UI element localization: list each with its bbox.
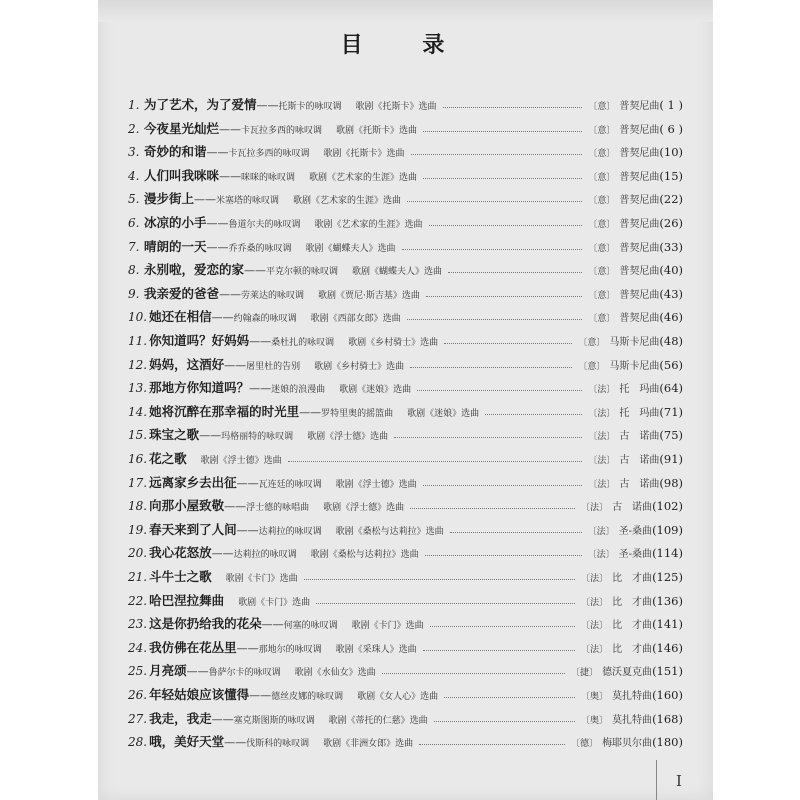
opera-source: 歌剧《乡村骑士》选曲 — [314, 361, 405, 372]
composer-name: 普契尼曲 — [619, 101, 660, 112]
toc-entry[interactable] — [128, 614, 683, 634]
page-ref: (160) — [652, 688, 683, 702]
song-title: 妈妈，这酒好 — [149, 356, 225, 372]
aria-description: 达莉拉的咏叹调 — [233, 550, 297, 561]
page-ref: (10) — [659, 145, 683, 160]
entry-number: 3. — [128, 145, 140, 160]
composer-name: 圣-桑曲 — [618, 549, 653, 561]
composer-name: 普契尼曲 — [619, 124, 660, 136]
toc-entry[interactable] — [128, 661, 683, 681]
composer-country: 〔德〕 — [571, 739, 599, 750]
title-dash: —— — [211, 712, 234, 726]
dot-leader — [444, 342, 572, 344]
song-title: 今夜星光灿烂 — [144, 120, 220, 136]
title-dash: —— — [194, 193, 217, 207]
song-title: 春天来到了人间 — [149, 521, 237, 537]
composer-country: 〔意〕 — [588, 172, 616, 183]
page-ref: (98) — [659, 475, 683, 490]
toc-entry[interactable] — [128, 378, 683, 398]
opera-source: 歌剧《艺术家的生涯》选曲 — [309, 172, 418, 183]
title-dash: —— — [236, 641, 259, 655]
page-ref: (75) — [659, 428, 683, 443]
dot-leader — [407, 318, 583, 320]
composer-country: 〔意〕 — [588, 314, 616, 325]
toc-entry[interactable] — [128, 449, 683, 469]
aria-description: 浮士德的咏唱曲 — [246, 503, 310, 514]
dot-leader — [382, 672, 565, 674]
composer-country: 〔法〕 — [581, 574, 609, 584]
opera-source: 歌剧《采珠人》选曲 — [335, 644, 417, 655]
margin-rule — [656, 760, 657, 800]
title-dash: —— — [211, 311, 234, 325]
toc-entry[interactable] — [128, 331, 683, 351]
composer-name: 圣-桑曲 — [618, 525, 653, 537]
composer-name: 莫扎特曲 — [612, 714, 653, 726]
song-title: 哦，美好天堂 — [149, 734, 225, 750]
toc-entry[interactable] — [128, 567, 683, 587]
title-dash: —— — [249, 335, 272, 348]
dot-leader — [423, 649, 575, 651]
composer-country: 〔奥〕 — [581, 715, 609, 726]
toc-entry[interactable] — [128, 95, 683, 115]
opera-source: 歌剧《艺术家的生涯》选曲 — [314, 220, 423, 230]
page-ref: (15) — [659, 168, 683, 183]
toc-entry[interactable] — [128, 355, 683, 375]
opera-source: 歌剧《迷娘》选曲 — [407, 408, 480, 419]
opera-source: 歌剧《西部女郎》选曲 — [310, 314, 401, 325]
opera-source: 歌剧《非洲女郎》选曲 — [323, 739, 414, 750]
entry-number: 25. — [128, 664, 148, 679]
page-ref: (151) — [652, 664, 683, 679]
opera-source: 歌剧《蒂托的仁慈》选曲 — [328, 715, 428, 726]
opera-source: 歌剧《蝴蝶夫人》选曲 — [352, 267, 443, 278]
aria-description: 桑杜扎的咏叹调 — [271, 338, 335, 348]
opera-source: 歌剧《浮士德》选曲 — [323, 503, 405, 514]
entry-number: 11. — [128, 334, 148, 348]
entry-number: 22. — [128, 593, 148, 608]
composer-country: 〔意〕 — [578, 361, 606, 372]
aria-description: 塞克斯图斯的咏叹调 — [233, 715, 315, 726]
page-ref: (180) — [652, 735, 683, 750]
composer-country: 〔意〕 — [588, 220, 616, 230]
page-title: 目 录 — [340, 32, 471, 58]
song-title: 晴朗的一天 — [144, 238, 207, 254]
page-ref: (46) — [659, 310, 683, 325]
title-dash: —— — [249, 382, 272, 396]
opera-source: 歌剧《桑松与达莉拉》选曲 — [335, 526, 444, 537]
page-ref: (102) — [652, 499, 683, 514]
opera-source: 歌剧《浮士德》选曲 — [335, 479, 417, 490]
entry-number: 4. — [128, 168, 140, 183]
entry-number: 26. — [128, 688, 148, 702]
document-page — [98, 0, 713, 800]
song-title: 奇妙的和谐 — [144, 144, 207, 160]
opera-source: 歌剧《乡村骑士》选曲 — [348, 338, 439, 348]
song-title: 我心花怒放 — [149, 545, 212, 561]
entry-number: 9. — [128, 286, 140, 301]
dot-leader — [304, 578, 575, 580]
song-title: 冰凉的小手 — [144, 215, 207, 230]
opera-source: 歌剧《迷娘》选曲 — [339, 385, 412, 396]
page-ref: (48) — [659, 334, 683, 348]
entry-number: 19. — [128, 522, 148, 537]
composer-country: 〔法〕 — [588, 408, 616, 419]
entry-number: 10. — [128, 310, 148, 325]
composer-country: 〔意〕 — [588, 102, 616, 112]
dot-leader — [425, 554, 582, 556]
opera-source: 歌剧《艺术家的生涯》选曲 — [293, 196, 402, 207]
title-dash: —— — [244, 264, 267, 278]
song-title: 你知道吗？好妈妈 — [149, 333, 250, 348]
opera-source: 歌剧《女人心》选曲 — [357, 692, 439, 702]
toc-entry[interactable] — [128, 166, 683, 186]
dot-leader — [444, 696, 575, 698]
song-title: 那地方你知道吗？ — [149, 380, 250, 396]
toc-entry[interactable] — [128, 591, 683, 611]
dot-leader — [288, 460, 583, 462]
page-ref: (64) — [659, 381, 683, 396]
composer-name: 普契尼曲 — [619, 266, 660, 278]
song-title: 珠宝之歌 — [149, 427, 200, 443]
entry-number: 24. — [128, 640, 148, 655]
dot-leader — [394, 436, 582, 438]
composer-name: 托 玛曲 — [619, 384, 660, 396]
title-dash: —— — [236, 523, 259, 537]
title-dash: —— — [206, 146, 229, 160]
composer-name: 比 才曲 — [612, 643, 653, 655]
song-title: 我亲爱的爸爸 — [144, 285, 220, 301]
dot-leader — [450, 531, 582, 533]
composer-name: 普契尼曲 — [619, 242, 660, 254]
opera-source: 歌剧《蝴蝶夫人》选曲 — [305, 243, 396, 254]
dot-leader — [485, 413, 582, 415]
page-ref: (56) — [659, 357, 683, 372]
composer-country: 〔法〕 — [581, 503, 609, 514]
dot-leader — [426, 295, 582, 297]
dot-leader — [430, 625, 575, 627]
title-dash: —— — [256, 99, 279, 112]
dot-leader — [410, 366, 572, 368]
dot-leader — [429, 224, 583, 226]
page-ref: (33) — [659, 239, 683, 254]
song-title: 这是你扔给我的花朵 — [149, 616, 262, 632]
toc-entry[interactable] — [128, 307, 683, 327]
entry-number: 2. — [128, 121, 140, 136]
title-dash: —— — [236, 476, 259, 490]
composer-country: 〔法〕 — [588, 385, 616, 396]
composer-name: 古 诺曲 — [619, 478, 660, 490]
dot-leader — [402, 248, 583, 250]
composer-country: 〔法〕 — [588, 432, 616, 443]
aria-description: 乔乔桑的咏叹调 — [228, 243, 292, 254]
composer-country: 〔法〕 — [587, 526, 615, 537]
song-title: 向那小屋致敬 — [149, 498, 225, 514]
toc-entry[interactable] — [128, 142, 683, 162]
dot-leader — [417, 389, 582, 391]
dot-leader — [316, 602, 575, 604]
title-dash: —— — [206, 240, 229, 254]
aria-description: 罗特里奥的摇篮曲 — [321, 408, 394, 419]
title-dash: —— — [211, 547, 234, 561]
song-title: 月亮颂 — [149, 663, 187, 679]
dot-leader — [419, 743, 565, 745]
toc-entry[interactable] — [128, 119, 683, 139]
entry-number: 16. — [128, 452, 148, 466]
page-ref: (40) — [659, 263, 683, 278]
entry-number: 5. — [128, 192, 140, 207]
composer-country: 〔法〕 — [581, 644, 609, 655]
composer-country: 〔法〕 — [581, 621, 609, 632]
aria-description: 何塞的咏叹调 — [283, 621, 338, 632]
dot-leader — [434, 720, 575, 722]
aria-description: 鲁道尔夫的咏叹调 — [228, 220, 301, 230]
dot-leader — [423, 484, 583, 486]
title-dash: —— — [219, 287, 242, 301]
page-ref: (43) — [659, 286, 683, 301]
aria-description: 咪咪的咏叹调 — [241, 172, 296, 183]
toc-entry[interactable] — [128, 402, 683, 422]
title-dash: —— — [219, 122, 242, 136]
entry-number: 12. — [128, 357, 148, 372]
composer-country: 〔意〕 — [588, 149, 616, 160]
page-ref: ( 6 ) — [659, 121, 683, 136]
aria-description: 瓦连廷的咏叹调 — [258, 479, 322, 490]
page-ref: (125) — [652, 570, 683, 584]
composer-name: 比 才曲 — [612, 596, 653, 608]
dot-leader — [423, 130, 582, 132]
aria-description: 托斯卡的咏叹调 — [278, 102, 342, 112]
dot-leader — [411, 153, 583, 155]
composer-name: 马斯卡尼曲 — [609, 337, 660, 348]
page-ref: (114) — [652, 546, 683, 561]
song-title: 远离家乡去出征 — [149, 474, 237, 490]
title-dash: —— — [186, 665, 209, 679]
page-ref: (91) — [659, 452, 683, 466]
toc-entry[interactable] — [128, 709, 683, 729]
composer-name: 普契尼曲 — [619, 171, 660, 183]
composer-country: 〔法〕 — [588, 456, 616, 466]
composer-name: 梅耶贝尔曲 — [602, 738, 653, 750]
opera-source: 歌剧《浮士德》选曲 — [307, 432, 389, 443]
composer-country: 〔法〕 — [581, 597, 609, 608]
aria-description: 劳莱达的咏叹调 — [241, 290, 305, 301]
page-ref: ( 1 ) — [659, 98, 683, 112]
song-title: 斗牛士之歌 — [149, 569, 212, 584]
title-dash: —— — [206, 217, 229, 230]
title-dash: —— — [224, 500, 247, 514]
dot-leader — [443, 106, 583, 108]
composer-country: 〔法〕 — [587, 550, 615, 561]
song-title: 年轻姑娘应该懂得 — [149, 687, 250, 702]
entry-number: 17. — [128, 475, 148, 490]
song-title: 哈巴涅拉舞曲 — [149, 592, 225, 608]
song-title: 我走，我走 — [149, 710, 212, 726]
aria-description: 那地尔的咏叹调 — [258, 644, 322, 655]
aria-description: 平克尔顿的咏叹调 — [266, 267, 339, 278]
aria-description: 迷娘的浪漫曲 — [271, 385, 326, 396]
composer-country: 〔意〕 — [588, 290, 616, 301]
composer-country: 〔意〕 — [588, 125, 616, 136]
composer-name: 莫扎特曲 — [612, 691, 653, 702]
toc-entry[interactable] — [128, 284, 683, 304]
toc-entry[interactable] — [128, 638, 683, 658]
title-dash: —— — [299, 405, 322, 419]
toc-entry[interactable] — [128, 473, 683, 493]
composer-country: 〔法〕 — [588, 479, 616, 490]
composer-country: 〔意〕 — [588, 243, 616, 254]
dot-leader — [448, 271, 582, 273]
song-title: 我仿佛在花丛里 — [149, 639, 237, 655]
opera-source: 歌剧《浮士德》选曲 — [200, 456, 282, 466]
toc-entry[interactable] — [128, 189, 683, 209]
header-strip — [98, 0, 713, 22]
song-title: 为了艺术，为了爱情 — [144, 97, 257, 112]
song-title: 花之歌 — [149, 451, 187, 466]
title-dash: —— — [224, 358, 247, 372]
song-title: 她将沉醉在那幸福的时光里 — [149, 403, 300, 419]
toc-entry[interactable] — [128, 237, 683, 257]
entry-number: 15. — [128, 428, 148, 443]
opera-source: 歌剧《托斯卡》选曲 — [323, 149, 405, 160]
aria-description: 鲁萨尔卡的咏叹调 — [208, 668, 281, 679]
dot-leader — [410, 507, 575, 509]
composer-name: 普契尼曲 — [619, 289, 660, 301]
aria-description: 约翰森的咏叹调 — [233, 314, 297, 325]
composer-country: 〔意〕 — [578, 338, 606, 348]
composer-country: 〔意〕 — [588, 267, 616, 278]
page-ref: (136) — [652, 593, 683, 608]
entry-number: 23. — [128, 617, 148, 632]
entry-number: 7. — [128, 239, 140, 254]
composer-name: 比 才曲 — [612, 573, 653, 584]
song-title: 漫步街上 — [144, 191, 195, 207]
title-dash: —— — [199, 429, 222, 443]
page-ref: (146) — [652, 640, 683, 655]
composer-name: 普契尼曲 — [619, 195, 660, 207]
composer-name: 古 诺曲 — [619, 455, 660, 466]
song-title: 她还在相信 — [149, 309, 212, 325]
title-dash: —— — [224, 736, 247, 750]
title-dash: —— — [249, 689, 272, 702]
page-ref: (71) — [659, 404, 683, 419]
composer-name: 马斯卡尼曲 — [609, 360, 660, 372]
page-ref: (109) — [652, 522, 683, 537]
toc-entry[interactable] — [128, 732, 683, 752]
title-dash: —— — [261, 618, 284, 632]
toc-entry[interactable] — [128, 543, 683, 563]
entry-number: 21. — [128, 570, 148, 584]
opera-source: 歌剧《卡门》选曲 — [238, 597, 311, 608]
opera-source: 歌剧《贾尼·斯吉基》选曲 — [318, 290, 420, 301]
entry-number: 1. — [128, 98, 140, 112]
composer-name: 普契尼曲 — [619, 148, 660, 160]
page-ref: (26) — [659, 216, 683, 230]
aria-description: 屠里杜的告别 — [246, 361, 301, 372]
aria-description: 玛格丽特的咏叹调 — [221, 432, 294, 443]
toc-entry[interactable] — [128, 213, 683, 233]
composer-country: 〔捷〕 — [571, 668, 599, 679]
aria-description: 德丝皮娜的咏叹调 — [271, 692, 344, 702]
composer-name: 托 玛曲 — [619, 407, 660, 419]
entry-number: 6. — [128, 216, 140, 230]
composer-name: 德沃夏克曲 — [602, 667, 653, 679]
toc-entry[interactable] — [128, 496, 683, 516]
aria-description: 卡瓦拉多西的咏叹调 — [228, 149, 310, 160]
entry-number: 14. — [128, 404, 148, 419]
page-number: I — [676, 772, 682, 790]
entry-number: 18. — [128, 499, 148, 514]
aria-description: 卡瓦拉多西的咏叹调 — [241, 125, 323, 136]
toc-entry[interactable] — [128, 260, 683, 280]
composer-name: 比 才曲 — [612, 620, 653, 632]
composer-country: 〔意〕 — [588, 196, 616, 207]
song-title: 永别啦，爱恋的家 — [144, 262, 245, 278]
composer-name: 古 诺曲 — [612, 502, 653, 514]
opera-source: 歌剧《水仙女》选曲 — [294, 668, 376, 679]
title-dash: —— — [219, 169, 242, 183]
aria-description: 达莉拉的咏叹调 — [258, 526, 322, 537]
composer-name: 普契尼曲 — [619, 313, 660, 325]
composer-name: 普契尼曲 — [619, 219, 660, 230]
opera-source: 歌剧《卡门》选曲 — [225, 574, 298, 584]
entry-number: 13. — [128, 381, 148, 396]
dot-leader — [423, 177, 582, 179]
entry-number: 20. — [128, 546, 148, 561]
entry-number: 8. — [128, 263, 140, 278]
toc-entry[interactable] — [128, 685, 683, 705]
toc-entry[interactable] — [128, 425, 683, 445]
composer-name: 古 诺曲 — [619, 431, 660, 443]
aria-description: 伐斯科的咏叹调 — [246, 739, 310, 750]
opera-source: 歌剧《桑松与达莉拉》选曲 — [310, 550, 419, 561]
page-ref: (168) — [652, 711, 683, 726]
opera-source: 歌剧《托斯卡》选曲 — [355, 102, 437, 112]
aria-description: 米塞塔的咏叹调 — [216, 196, 280, 207]
song-title: 人们叫我咪咪 — [144, 167, 220, 183]
toc-entry[interactable] — [128, 520, 683, 540]
page-ref: (141) — [652, 617, 683, 632]
page-ref: (22) — [659, 192, 683, 207]
entry-number: 27. — [128, 711, 148, 726]
entry-number: 28. — [128, 735, 148, 750]
opera-source: 歌剧《托斯卡》选曲 — [336, 125, 418, 136]
composer-country: 〔奥〕 — [581, 692, 609, 702]
dot-leader — [407, 200, 582, 202]
opera-source: 歌剧《卡门》选曲 — [351, 621, 424, 632]
